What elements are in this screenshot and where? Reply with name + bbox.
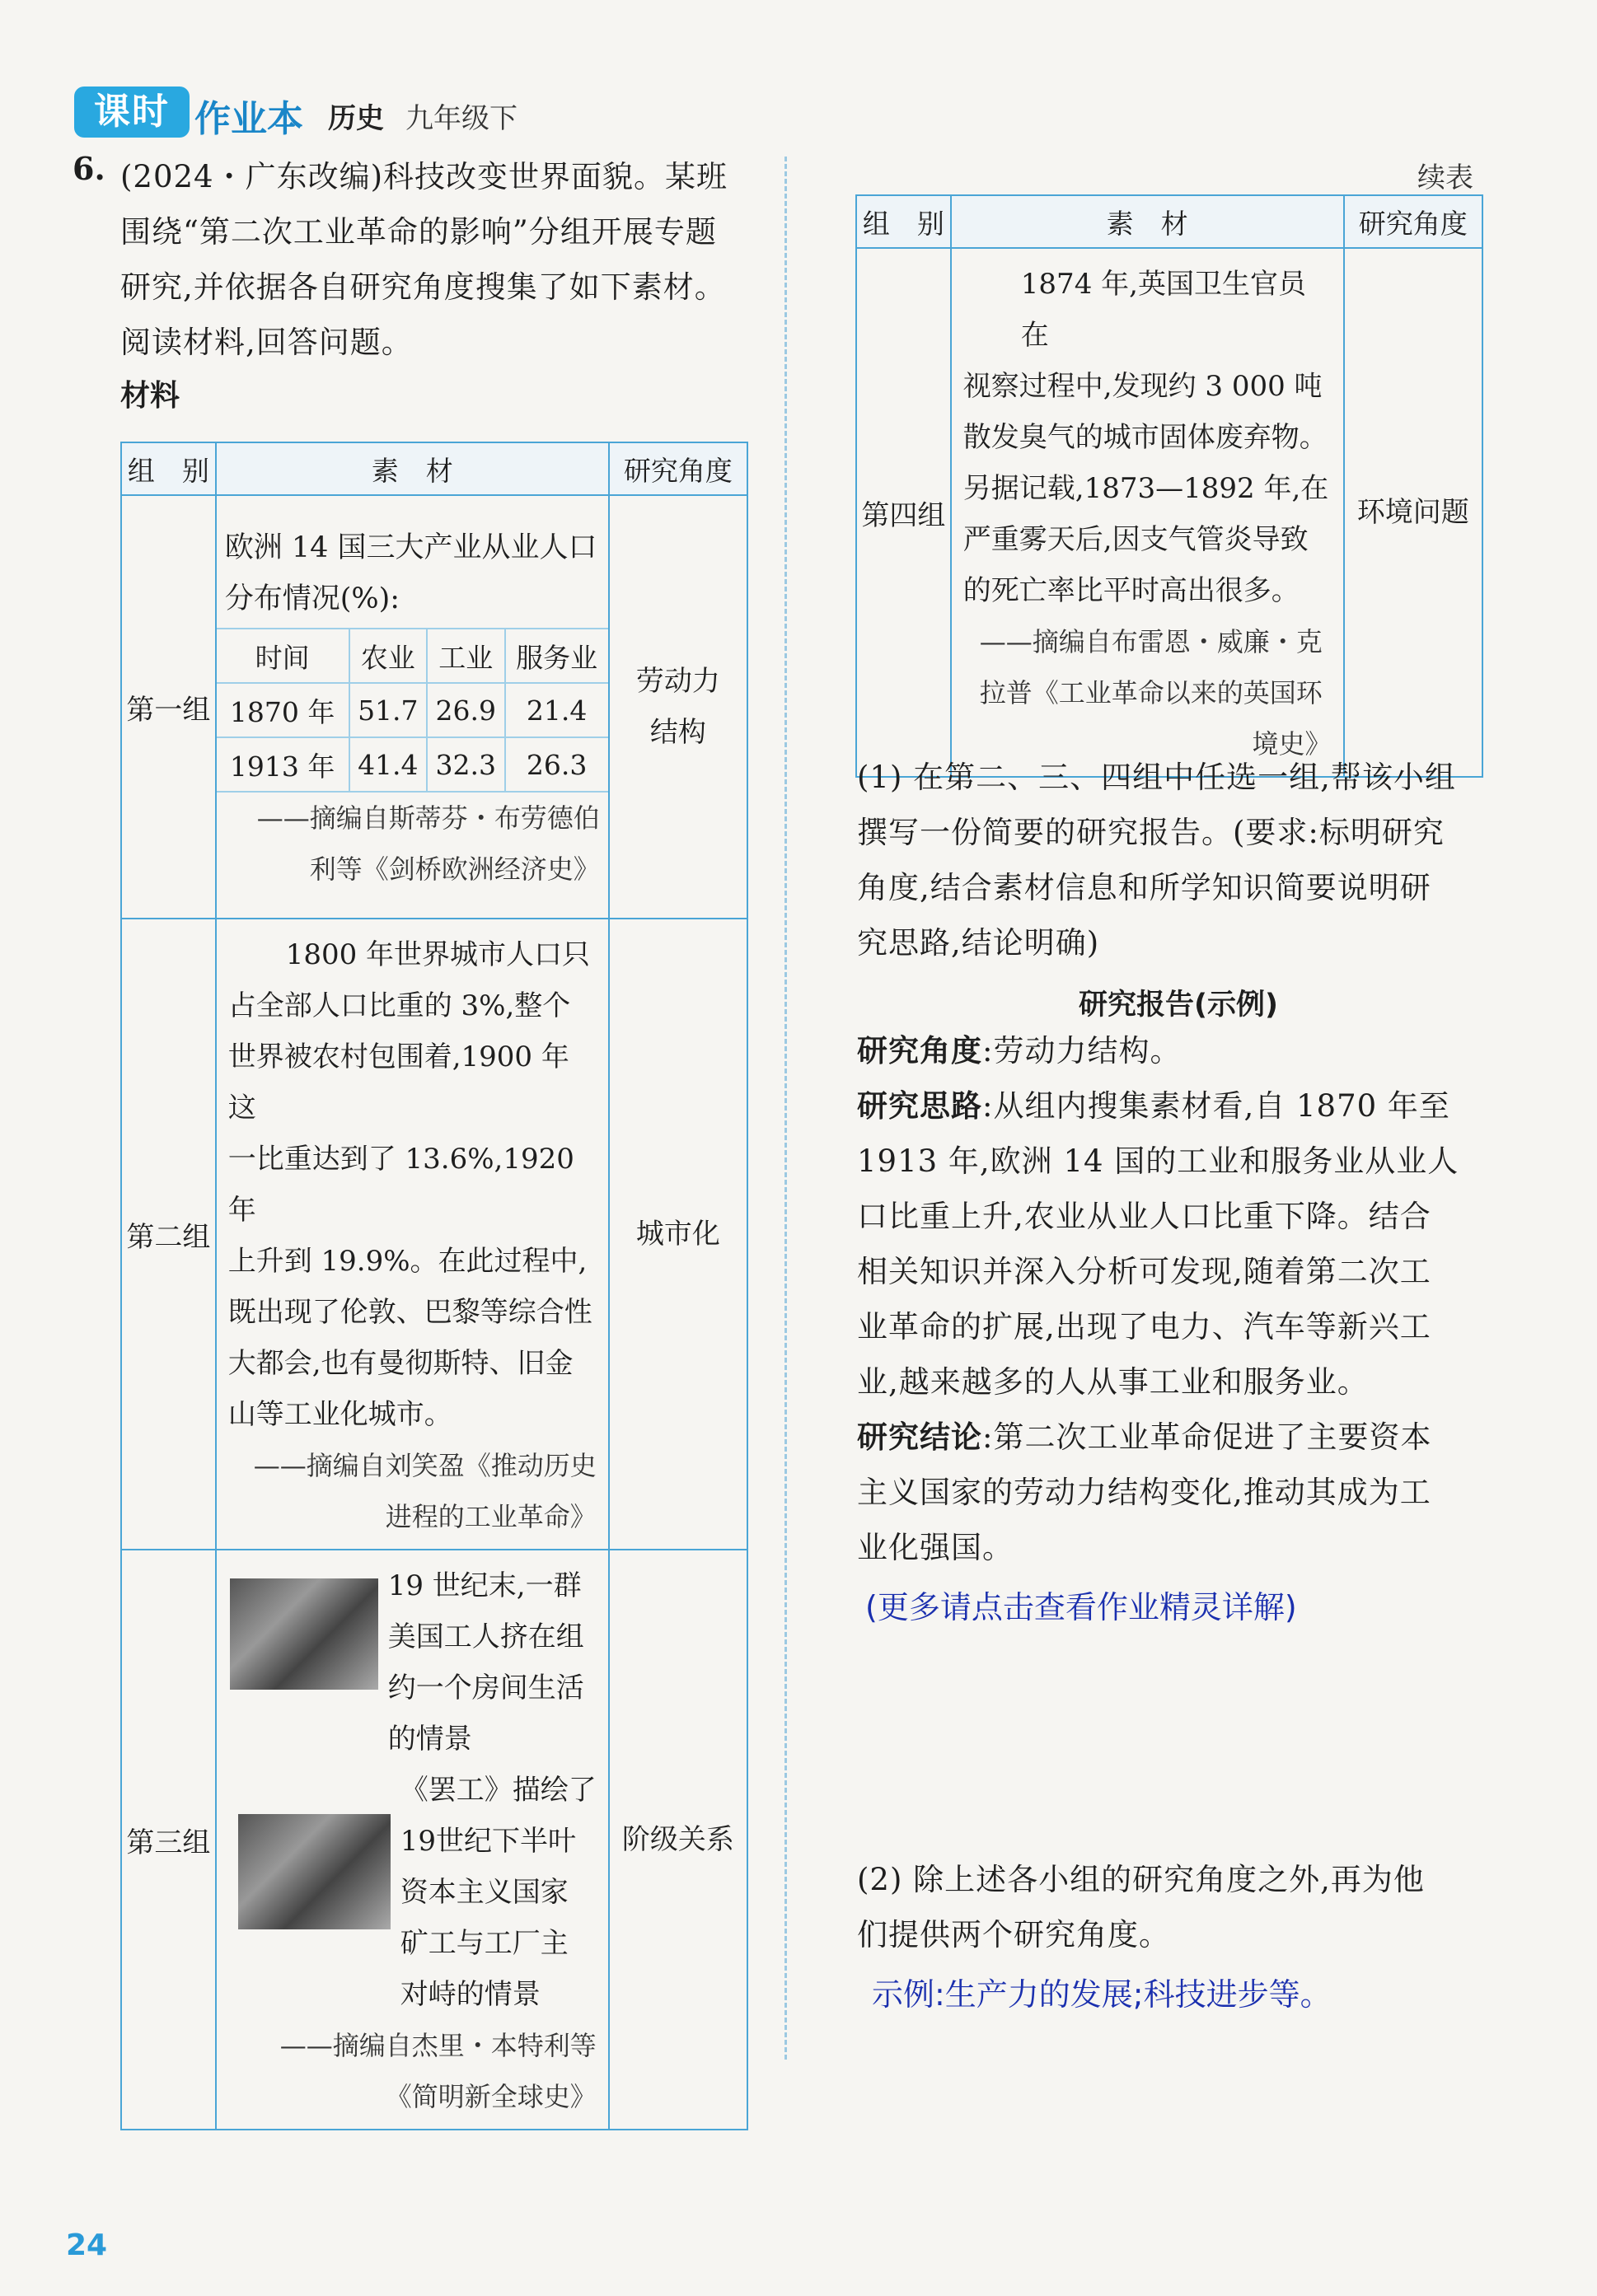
conclusion-line: 业化强国。 — [857, 1530, 1014, 1565]
conclusion-label: 研究结论 — [857, 1419, 982, 1455]
strike-painting-photo — [238, 1814, 391, 1929]
question-line: 研究,并依据各自研究角度搜集了如下素材。 — [120, 269, 726, 305]
angle-text: :劳动力结构。 — [982, 1033, 1182, 1069]
group-1-source: 利等《剑桥欧洲经济史》 — [309, 853, 600, 885]
group-4-line: 散发臭气的城市固体废弃物。 — [962, 421, 1328, 454]
idea-line: 1913 年,欧洲 14 国的工业和服务业从业人 — [857, 1143, 1459, 1179]
group-3-caption2: 资本主义国家 — [400, 1876, 569, 1909]
header-group: 组 别 — [856, 195, 951, 248]
group-1-angle-line: 劳动力 — [635, 665, 720, 698]
report-title: 研究报告(示例) — [1079, 989, 1278, 1022]
inner-cell: 26.9 — [427, 683, 504, 737]
group-1-angle — [609, 495, 747, 919]
group-4-source: ——摘编自布雷恩・威廉・克 — [979, 626, 1323, 657]
part1-line: 究思路,结论明确) — [857, 925, 1100, 961]
question-line: (2024・广东改编)科技改变世界面貌。某班 — [120, 159, 728, 194]
group-2-angle: 城市化 — [609, 919, 747, 1550]
group-2-line: 占全部人口比重的 3%,整个 — [227, 989, 571, 1022]
group-3-caption2: 矿工与工厂主 — [400, 1927, 569, 1960]
group-2-material — [216, 919, 609, 1550]
header-angle: 研究角度 — [609, 442, 747, 495]
group-4-line: 的死亡率比平时高出很多。 — [962, 574, 1300, 607]
group-1-source: ——摘编自斯蒂芬・布劳德伯 — [256, 802, 600, 834]
subject-label: 历史 — [328, 102, 384, 135]
inner-cell: 1913 年 — [217, 737, 349, 792]
logo: 课时 — [74, 87, 190, 138]
group-2-source: 进程的工业革命》 — [385, 1501, 597, 1532]
part2-line: 们提供两个研究角度。 — [857, 1917, 1170, 1952]
grade-label: 九年级下 — [405, 102, 518, 135]
report-body — [857, 1023, 1516, 1575]
part2-answer: 示例:生产力的发展;科技进步等。 — [872, 1976, 1332, 2013]
group-3-caption1: 19 世纪末,一群 — [387, 1569, 582, 1602]
part2-question — [857, 1852, 1516, 1962]
group-3-caption1: 的情景 — [387, 1723, 472, 1756]
group-2-name: 第二组 — [121, 919, 216, 1550]
inner-cell: 21.4 — [505, 683, 608, 737]
group-3-caption2: 19世纪下半叶 — [400, 1825, 576, 1858]
continued-label: 续表 — [1417, 161, 1473, 194]
question-line: 围绕“第二次工业革命的影响”分组开展专题 — [120, 214, 717, 250]
inner-header: 服务业 — [505, 629, 608, 683]
question-text — [120, 149, 755, 370]
group-2-line: 大都会,也有曼彻斯特、旧金 — [227, 1347, 574, 1380]
inner-cell: 26.3 — [505, 737, 608, 792]
idea-line: 业革命的扩展,出现了电力、汽车等新兴工 — [857, 1309, 1431, 1344]
inner-cell: 32.3 — [427, 737, 504, 792]
part2-line: (2) 除上述各小组的研究角度之外,再为他 — [857, 1862, 1425, 1897]
inner-cell: 1870 年 — [217, 683, 349, 737]
inner-cell: 51.7 — [349, 683, 427, 737]
header-angle: 研究角度 — [1344, 195, 1482, 248]
question-line: 阅读材料,回答问题。 — [120, 325, 413, 360]
group-1-intro: 欧洲 14 国三大产业从业人口 — [224, 531, 597, 564]
material-table — [120, 442, 748, 2130]
part1-line: 撰写一份简要的研究报告。(要求:标明研究 — [857, 815, 1445, 850]
group-3-caption1: 美国工人挤在组 — [387, 1620, 584, 1653]
group-4-source: 拉普《工业革命以来的英国环 — [979, 677, 1323, 708]
group-4-line: 严重雾天后,因支气管炎导致 — [962, 523, 1309, 556]
more-details-link[interactable]: (更多请点击查看作业精灵详解) — [865, 1589, 1297, 1625]
group-4-name: 第四组 — [856, 248, 951, 777]
inner-cell: 41.4 — [349, 737, 427, 792]
group-2-line: 上升到 19.9%。在此过程中, — [227, 1245, 588, 1278]
group-2-line: 山等工业化城市。 — [227, 1398, 452, 1431]
continued-table — [855, 194, 1483, 778]
part1-line: 角度,结合素材信息和所学知识简要说明研 — [857, 870, 1431, 905]
group-2-line: 1800 年世界城市人口只 — [285, 938, 591, 971]
group-1-name: 第一组 — [121, 495, 216, 919]
group-3-source: ——摘编自杰里・本特利等 — [279, 2030, 597, 2061]
idea-line: 口比重上升,农业从业人口比重下降。结合 — [857, 1199, 1431, 1234]
group-4-source: 境史》 — [1252, 728, 1332, 760]
brand-title: 作业本 — [194, 98, 303, 140]
page-number: 24 — [66, 2228, 108, 2262]
header-material: 素 材 — [951, 195, 1344, 248]
inner-header: 工业 — [427, 629, 504, 683]
inner-header: 时间 — [217, 629, 349, 683]
angle-label: 研究角度 — [857, 1033, 982, 1069]
group-4-material — [951, 248, 1344, 777]
group-2-source: ——摘编自刘笑盈《推动历史 — [253, 1450, 597, 1481]
inner-header: 农业 — [349, 629, 427, 683]
group-4-line: 1874 年,英国卫生官员在 — [1020, 268, 1306, 352]
group-1-intro: 分布情况(%): — [224, 582, 400, 615]
conclusion-line: 主义国家的劳动力结构变化,推动其成为工 — [857, 1475, 1431, 1510]
idea-label: 研究思路 — [857, 1088, 982, 1124]
question-number: 6. — [73, 150, 105, 187]
material-label: 材料 — [120, 379, 180, 413]
group-2-line: 既出现了伦敦、巴黎等综合性 — [227, 1296, 592, 1329]
group-2-line: 世界被农村包围着,1900 年这 — [227, 1040, 569, 1125]
group-3-name: 第三组 — [121, 1550, 216, 2130]
group-1-material — [216, 495, 609, 919]
labor-data-table — [217, 628, 608, 793]
group-3-caption2: 对峙的情景 — [400, 1978, 541, 2011]
group-4-line: 视察过程中,发现约 3 000 吨 — [962, 370, 1323, 403]
idea-line: 相关知识并深入分析可发现,随着第二次工 — [857, 1254, 1431, 1289]
group-1-angle-line: 结构 — [649, 716, 706, 749]
group-3-caption1: 约一个房间生活 — [387, 1672, 584, 1704]
header-material: 素 材 — [216, 442, 609, 495]
workers-room-photo — [230, 1578, 378, 1690]
group-3-material — [216, 1550, 609, 2130]
group-2-line: 一比重达到了 13.6%,1920 年 — [227, 1143, 574, 1227]
conclusion-text: :第二次工业革命促进了主要资本 — [982, 1419, 1432, 1455]
group-4-line: 另据记载,1873—1892 年,在 — [962, 472, 1329, 505]
idea-line: 业,越来越多的人从事工业和服务业。 — [857, 1364, 1369, 1400]
group-4-angle: 环境问题 — [1344, 248, 1482, 777]
part1-line: (1) 在第二、三、四组中任选一组,帮该小组 — [857, 760, 1456, 795]
group-3-angle: 阶级关系 — [609, 1550, 747, 2130]
group-3-caption2: 《罢工》描绘了 — [400, 1774, 597, 1807]
column-divider — [784, 157, 787, 2060]
group-3-source: 《简明新全球史》 — [385, 2081, 597, 2112]
part1-question — [857, 750, 1500, 970]
header-group: 组 别 — [121, 442, 216, 495]
idea-text: :从组内搜集素材看,自 1870 年至 — [982, 1088, 1450, 1124]
